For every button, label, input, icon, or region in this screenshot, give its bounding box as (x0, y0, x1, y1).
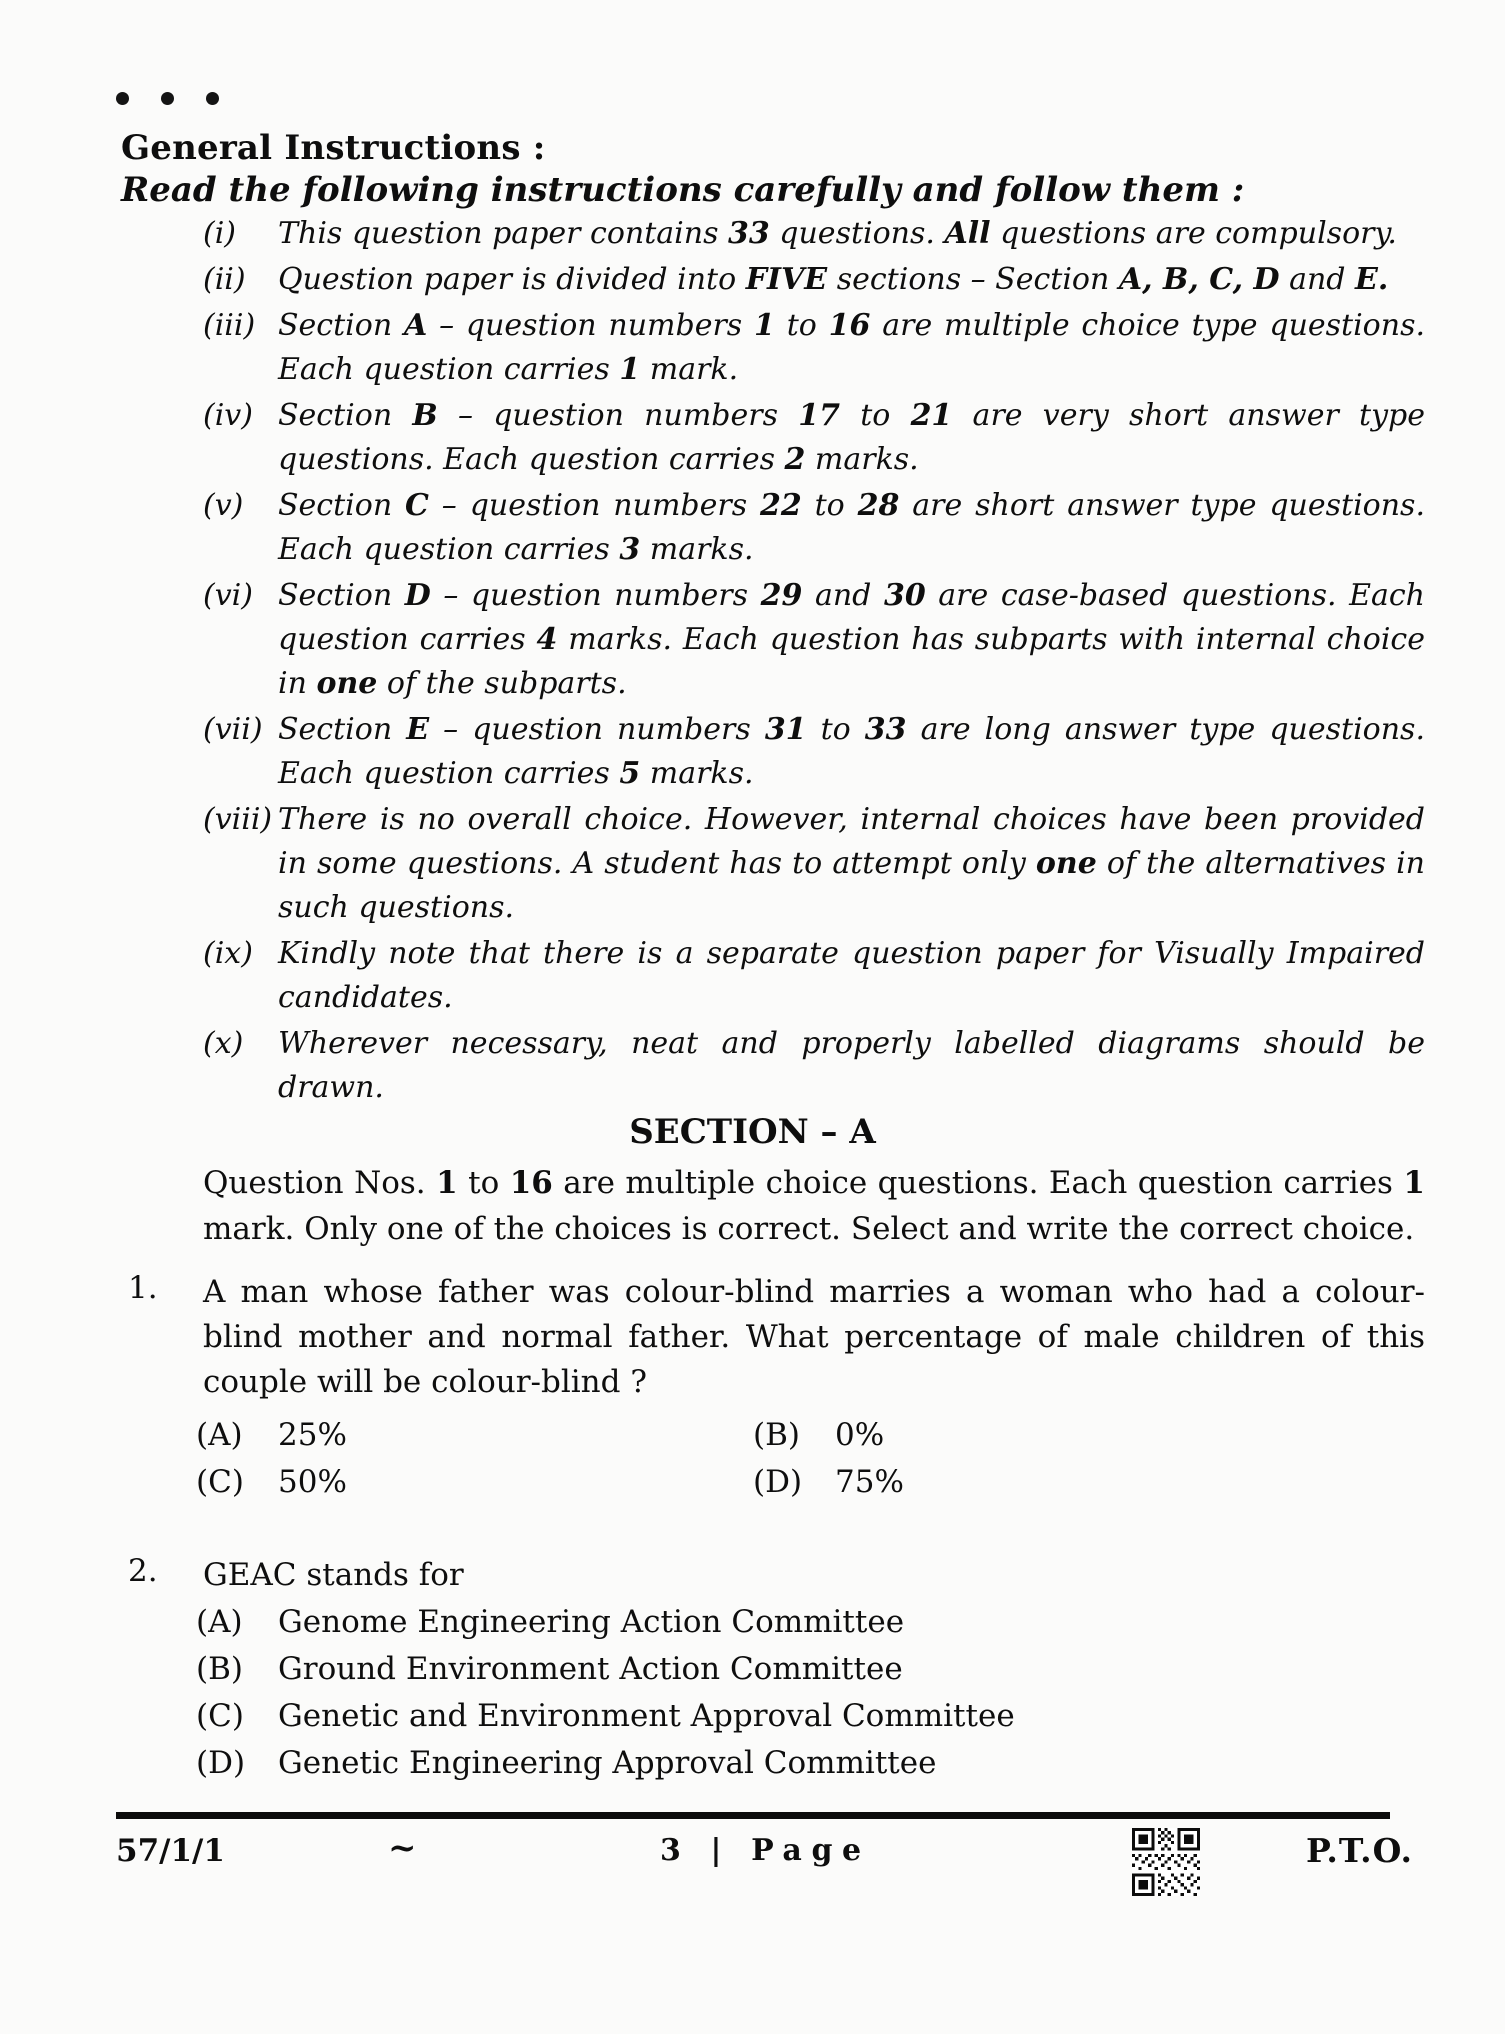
instruction-number: (iv) (203, 398, 253, 433)
option-label: (C) (196, 1698, 244, 1734)
instruction-item (203, 484, 1425, 572)
option-label: (B) (753, 1417, 800, 1453)
instruction-number: (i) (203, 216, 237, 251)
pto-label: P.T.O. (1306, 1831, 1413, 1870)
question-2-options (196, 1599, 1015, 1787)
general-instructions-title: General Instructions : (121, 128, 546, 168)
option-label: (A) (196, 1417, 243, 1453)
option-text: 75% (835, 1464, 904, 1500)
instruction-text: Kindly note that there is a separate question paper for Visually Impaired candidates. (278, 936, 1425, 1015)
instructions-list (203, 212, 1425, 1112)
option-label: (C) (196, 1464, 244, 1500)
page-number: 3 | Page (660, 1833, 871, 1868)
instruction-text: Section A – question numbers 1 to 16 are multiple choice type questions. Each question carries 1 mark. (278, 308, 1425, 387)
question-2-number: 2. (128, 1553, 158, 1589)
option-label: (B) (196, 1651, 243, 1687)
instruction-item (203, 798, 1425, 930)
option-label: (A) (196, 1604, 243, 1640)
option-label: (D) (196, 1745, 246, 1781)
instruction-text: Section C – question numbers 22 to 28 are short answer type questions. Each question carries 3 marks. (278, 488, 1425, 567)
footer-tilde-mark: ~ (388, 1828, 417, 1868)
question-1-options (196, 1412, 904, 1506)
instruction-text: This question paper contains 33 questions. All questions are compulsory. (278, 216, 1397, 251)
instruction-item (203, 258, 1425, 302)
option-text: Genome Engineering Action Committee (278, 1604, 905, 1640)
instruction-number: (ii) (203, 262, 246, 297)
paper-code: 57/1/1 (116, 1833, 225, 1869)
dot-icon (116, 92, 129, 105)
option-text: Genetic Engineering Approval Committee (278, 1745, 937, 1781)
instruction-text: Wherever necessary, neat and properly labelled diagrams should be drawn. (278, 1026, 1425, 1105)
instructions-subtitle: Read the following instructions carefully and follow them : (121, 170, 1245, 210)
instruction-item (203, 708, 1425, 796)
option-text: Genetic and Environment Approval Committee (278, 1698, 1015, 1734)
instruction-item (203, 394, 1425, 482)
dot-icon (206, 92, 219, 105)
three-bullet-dots-icon (116, 92, 219, 105)
instruction-item (203, 212, 1425, 256)
option-label: (D) (753, 1464, 803, 1500)
instruction-number: (x) (203, 1026, 244, 1061)
option-text: 0% (835, 1417, 885, 1453)
instruction-number: (ix) (203, 936, 253, 971)
instruction-item (203, 304, 1425, 392)
question-1-text: A man whose father was colour-blind marries a woman who had a colour-blind mother and normal father. What percentage of male children of this couple will be colour-blind ? (203, 1274, 1425, 1400)
instruction-item (203, 932, 1425, 1020)
instruction-number: (v) (203, 488, 244, 523)
option-text: 50% (278, 1464, 347, 1500)
question-2-text: GEAC stands for (203, 1557, 464, 1593)
section-a-intro: Question Nos. 1 to 16 are multiple choice questions. Each question carries 1 mark. Only one of the choices is correct. Select and write the correct choice. (203, 1165, 1425, 1247)
qr-code-icon (1131, 1828, 1201, 1900)
instruction-number: (iii) (203, 308, 256, 343)
dot-icon (161, 92, 174, 105)
instruction-text: Section B – question numbers 17 to 21 are very short answer type questions. Each question carries 2 marks. (278, 398, 1425, 477)
footer-divider (116, 1812, 1390, 1819)
instruction-number: (viii) (203, 802, 273, 837)
option-text: Ground Environment Action Committee (278, 1651, 903, 1687)
instruction-item (203, 574, 1425, 706)
instruction-text: Section D – question numbers 29 and 30 are case-based questions. Each question carries 4 marks. Each question has subparts with internal choice in one of the subparts. (278, 578, 1426, 701)
option-text: 25% (278, 1417, 347, 1453)
section-a-heading: SECTION – A (629, 1112, 876, 1152)
question-1-number: 1. (128, 1270, 158, 1306)
instruction-text: Question paper is divided into FIVE sections – Section A, B, C, D and E. (278, 262, 1389, 297)
instruction-number: (vi) (203, 578, 253, 613)
instruction-text: Section E – question numbers 31 to 33 are long answer type questions. Each question carries 5 marks. (278, 712, 1425, 791)
instruction-item (203, 1022, 1425, 1110)
instruction-text: There is no overall choice. However, internal choices have been provided in some questions. A student has to attempt only one of the alternatives in such questions. (278, 802, 1425, 925)
instruction-number: (vii) (203, 712, 263, 747)
